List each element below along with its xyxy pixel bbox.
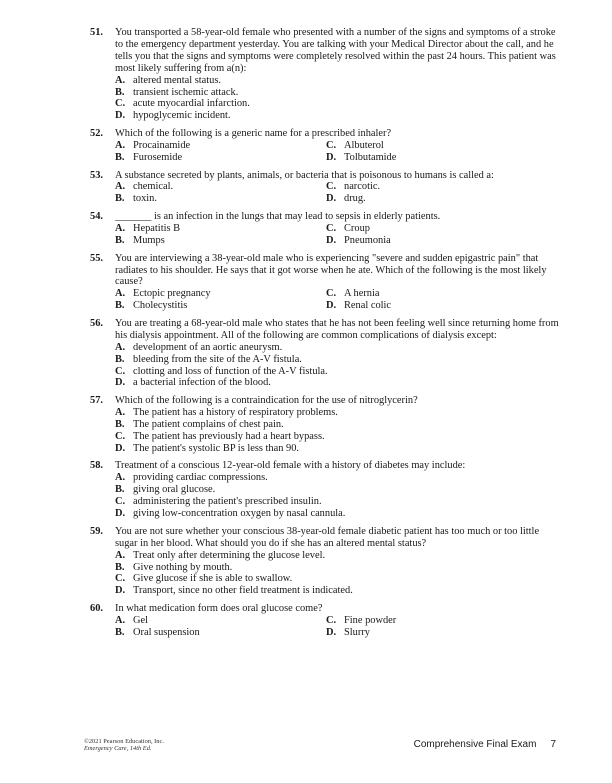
question-stem bbox=[90, 526, 560, 550]
answer-option bbox=[115, 288, 326, 300]
option-text: altered mental status. bbox=[133, 74, 222, 86]
option-text: Mumps bbox=[133, 234, 165, 246]
question-item bbox=[90, 27, 560, 122]
option-text: Treat only after determining the glucose level. bbox=[133, 549, 326, 561]
answer-option bbox=[115, 75, 560, 87]
question-text: You are interviewing a 38-year-old male who is experiencing "severe and sudden epigastric pain" that radiates to his shoulder. He says that it got worse when he ate. Which of the following is the most likely cause? bbox=[115, 252, 547, 288]
question-text: In what medication form does oral glucose come? bbox=[115, 603, 323, 615]
option-text: Renal colic bbox=[344, 300, 392, 312]
answer-option bbox=[115, 193, 326, 205]
question-number: 57. bbox=[90, 395, 103, 407]
option-letter: C. bbox=[115, 365, 126, 377]
option-text: development of an aortic aneurysm. bbox=[133, 341, 283, 353]
option-text: giving oral glucose. bbox=[133, 484, 216, 496]
question-stem bbox=[90, 318, 560, 342]
option-letter: D. bbox=[115, 585, 126, 597]
answer-option bbox=[326, 193, 560, 205]
question-number: 53. bbox=[90, 169, 103, 181]
option-letter: B. bbox=[115, 86, 125, 98]
question-stem bbox=[90, 395, 560, 407]
option-text: Give glucose if she is able to swallow. bbox=[133, 573, 293, 585]
option-letter: A. bbox=[115, 288, 126, 300]
question-text: You are not sure whether your conscious 38-year-old female diabetic patient has too much or too little sugar in her blood. What should you do if she has an altered mental status? bbox=[115, 525, 540, 549]
answer-option bbox=[115, 300, 326, 312]
option-text: Albuterol bbox=[344, 139, 384, 151]
option-letter: D. bbox=[326, 234, 337, 246]
answer-options bbox=[90, 288, 560, 312]
option-letter: C. bbox=[326, 288, 337, 300]
answer-option bbox=[115, 550, 560, 562]
option-letter: D. bbox=[326, 300, 337, 312]
option-text: bleeding from the site of the A-V fistula. bbox=[133, 353, 302, 365]
answer-option bbox=[115, 235, 326, 247]
question-number: 51. bbox=[90, 27, 103, 38]
question-text: Treatment of a conscious 12-year-old female with a history of diabetes may include: bbox=[115, 460, 466, 472]
question-text: You transported a 58-year-old female who presented with a number of the signs and symptoms of a stroke to the emergency department yesterday. You are talking with your Medical Director about the call, and he tells you that the signs and symptoms were completely resolved within the past 24 hours. This patient was most likely suffering from a(n): bbox=[115, 27, 556, 74]
question-text: Which of the following is a contraindication for the use of nitroglycerin? bbox=[115, 395, 418, 407]
option-letter: A. bbox=[115, 549, 126, 561]
option-letter: C. bbox=[326, 181, 337, 193]
answer-option bbox=[115, 615, 326, 627]
answer-option bbox=[115, 627, 326, 639]
question-number: 55. bbox=[90, 252, 103, 264]
option-letter: C. bbox=[115, 496, 126, 508]
answer-option bbox=[115, 573, 560, 585]
answer-option bbox=[326, 223, 560, 235]
question-number: 60. bbox=[90, 603, 103, 615]
answer-option bbox=[326, 181, 560, 193]
question-stem bbox=[90, 460, 560, 472]
answer-option bbox=[115, 366, 560, 378]
answer-option bbox=[326, 288, 560, 300]
answer-option bbox=[115, 87, 560, 99]
option-text: The patient's systolic BP is less than 90. bbox=[133, 442, 299, 454]
option-text: Transport, since no other field treatment is indicated. bbox=[133, 585, 353, 597]
question-text: _______ is an infection in the lungs that may lead to sepsis in elderly patients. bbox=[115, 211, 441, 223]
answer-option bbox=[115, 419, 560, 431]
footer-section-block bbox=[414, 739, 556, 750]
option-letter: C. bbox=[115, 430, 126, 442]
option-letter: A. bbox=[115, 407, 126, 419]
page-number: 7 bbox=[550, 739, 556, 750]
answer-options bbox=[90, 140, 560, 164]
answer-option bbox=[115, 431, 560, 443]
answer-options bbox=[90, 615, 560, 639]
question-stem bbox=[90, 128, 560, 140]
answer-option bbox=[326, 235, 560, 247]
option-text: a bacterial infection of the blood. bbox=[133, 377, 271, 389]
option-text: narcotic. bbox=[344, 181, 381, 193]
option-letter: B. bbox=[115, 234, 125, 246]
answer-option bbox=[115, 562, 560, 574]
option-text: A hernia bbox=[344, 288, 380, 300]
option-text: giving low-concentration oxygen by nasal cannula. bbox=[133, 508, 346, 520]
answer-options bbox=[90, 550, 560, 598]
answer-option bbox=[115, 98, 560, 110]
option-text: Ectopic pregnancy bbox=[133, 288, 211, 300]
option-letter: B. bbox=[115, 484, 125, 496]
answer-option bbox=[326, 140, 560, 152]
option-letter: A. bbox=[115, 614, 126, 626]
answer-option bbox=[115, 181, 326, 193]
question-item bbox=[90, 128, 560, 164]
option-text: Oral suspension bbox=[133, 626, 200, 638]
question-text: Which of the following is a generic name for a prescribed inhaler? bbox=[115, 128, 392, 140]
answer-option bbox=[115, 484, 560, 496]
option-letter: D. bbox=[115, 442, 126, 454]
question-item bbox=[90, 211, 560, 247]
option-text: Slurry bbox=[344, 626, 370, 638]
footer-copyright-block bbox=[84, 738, 164, 753]
question-number: 52. bbox=[90, 128, 103, 140]
option-text: Gel bbox=[133, 614, 149, 626]
option-letter: A. bbox=[115, 341, 126, 353]
question-item bbox=[90, 460, 560, 520]
option-letter: B. bbox=[115, 151, 125, 163]
question-stem bbox=[90, 170, 560, 182]
book-title: Emergency Care, 14th Ed. bbox=[84, 745, 152, 753]
option-letter: A. bbox=[115, 472, 126, 484]
answer-option bbox=[115, 354, 560, 366]
copyright-text: ©2021 Pearson Education, Inc. bbox=[84, 738, 164, 745]
option-text: Procainamide bbox=[133, 139, 191, 151]
answer-options bbox=[90, 342, 560, 390]
option-letter: A. bbox=[115, 139, 126, 151]
option-text: toxin. bbox=[133, 193, 157, 205]
question-text: A substance secreted by plants, animals, or bacteria that is poisonous to humans is called a: bbox=[115, 169, 494, 181]
answer-options bbox=[90, 407, 560, 455]
option-text: The patient complains of chest pain. bbox=[133, 418, 284, 430]
question-number: 56. bbox=[90, 317, 103, 329]
question-list bbox=[90, 27, 560, 639]
question-item bbox=[90, 253, 560, 313]
answer-option bbox=[115, 110, 560, 122]
option-text: clotting and loss of function of the A-V fistula. bbox=[133, 365, 328, 377]
question-stem bbox=[90, 27, 560, 75]
option-letter: B. bbox=[115, 418, 125, 430]
option-letter: B. bbox=[115, 353, 125, 365]
answer-option bbox=[115, 496, 560, 508]
answer-option bbox=[115, 223, 326, 235]
option-letter: A. bbox=[115, 74, 126, 86]
question-number: 59. bbox=[90, 525, 103, 537]
question-item bbox=[90, 318, 560, 389]
answer-option bbox=[115, 342, 560, 354]
section-title: Comprehensive Final Exam bbox=[413, 739, 537, 750]
answer-option bbox=[326, 300, 560, 312]
question-stem bbox=[90, 603, 560, 615]
option-text: Croup bbox=[344, 222, 370, 234]
question-number: 58. bbox=[90, 460, 103, 472]
answer-option bbox=[326, 627, 560, 639]
question-number: 54. bbox=[90, 211, 103, 223]
option-letter: D. bbox=[326, 193, 337, 205]
option-text: administering the patient's prescribed insulin. bbox=[133, 496, 322, 508]
option-letter: C. bbox=[115, 573, 126, 585]
option-text: transient ischemic attack. bbox=[133, 86, 239, 98]
answer-option bbox=[115, 472, 560, 484]
option-text: The patient has previously had a heart bypass. bbox=[133, 430, 325, 442]
option-letter: B. bbox=[115, 561, 125, 573]
option-letter: B. bbox=[115, 626, 125, 638]
option-text: chemical. bbox=[133, 181, 174, 193]
option-text: Hepatitis B bbox=[133, 222, 181, 234]
answer-option bbox=[326, 152, 560, 164]
option-letter: C. bbox=[115, 98, 126, 110]
option-letter: B. bbox=[115, 193, 125, 205]
option-text: hypoglycemic incident. bbox=[133, 110, 231, 122]
answer-option bbox=[115, 140, 326, 152]
answer-option bbox=[115, 585, 560, 597]
answer-option bbox=[326, 615, 560, 627]
option-text: Give nothing by mouth. bbox=[133, 561, 233, 573]
answer-option bbox=[115, 443, 560, 455]
option-text: Fine powder bbox=[344, 614, 397, 626]
question-item bbox=[90, 603, 560, 639]
option-text: providing cardiac compressions. bbox=[133, 472, 268, 484]
answer-options bbox=[90, 223, 560, 247]
option-letter: C. bbox=[326, 139, 337, 151]
question-stem bbox=[90, 253, 560, 289]
question-stem bbox=[90, 211, 560, 223]
option-letter: A. bbox=[115, 222, 126, 234]
option-letter: D. bbox=[115, 377, 126, 389]
option-letter: A. bbox=[115, 181, 126, 193]
option-text: acute myocardial infarction. bbox=[133, 98, 250, 110]
option-letter: C. bbox=[326, 222, 337, 234]
option-letter: D. bbox=[115, 110, 126, 122]
question-item bbox=[90, 170, 560, 206]
answer-option bbox=[115, 152, 326, 164]
option-letter: D. bbox=[326, 626, 337, 638]
option-text: Pneumonia bbox=[344, 234, 391, 246]
option-text: Tolbutamide bbox=[344, 151, 397, 163]
answer-options bbox=[90, 472, 560, 520]
option-text: Furosemide bbox=[133, 151, 183, 163]
question-item bbox=[90, 526, 560, 597]
answer-option bbox=[115, 377, 560, 389]
option-letter: C. bbox=[326, 614, 337, 626]
answer-options bbox=[90, 181, 560, 205]
answer-option bbox=[115, 508, 560, 520]
question-item bbox=[90, 395, 560, 455]
answer-options bbox=[90, 75, 560, 123]
answer-option bbox=[115, 407, 560, 419]
option-letter: D. bbox=[326, 151, 337, 163]
option-text: drug. bbox=[344, 193, 366, 205]
option-letter: B. bbox=[115, 300, 125, 312]
option-letter: D. bbox=[115, 508, 126, 520]
option-text: Cholecystitis bbox=[133, 300, 188, 312]
option-text: The patient has a history of respiratory problems. bbox=[133, 407, 338, 419]
question-text: You are treating a 68-year-old male who states that he has not been feeling well since returning home from his dialysis appointment. All of the following are common complications of dialysis except: bbox=[115, 317, 559, 341]
